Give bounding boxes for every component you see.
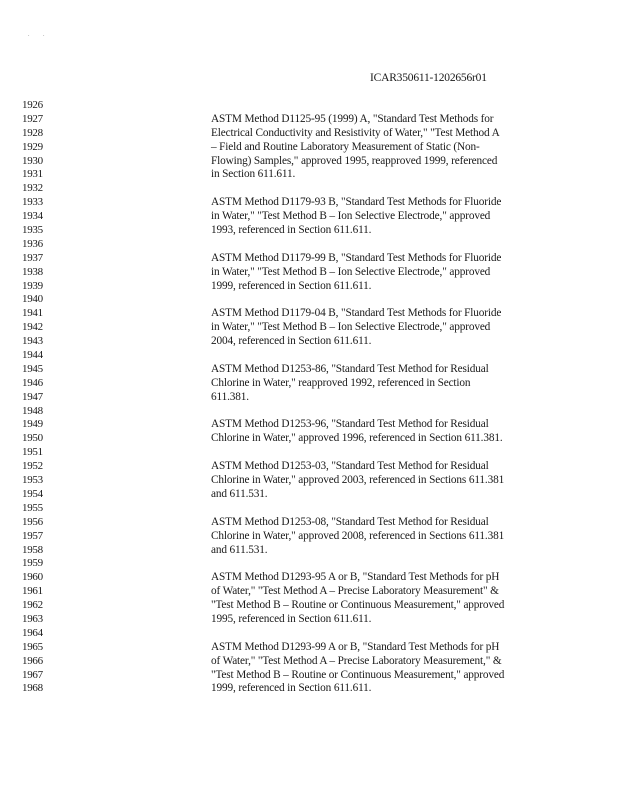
blank-line — [211, 238, 551, 252]
text-line: and 611.531. — [211, 543, 268, 556]
line-number: 1936 — [22, 237, 43, 250]
line-number: 1956 — [22, 515, 43, 528]
text-line: 2004, referenced in Section 611.611. — [211, 335, 372, 348]
text-line: 1999, referenced in Section 611.611. — [211, 682, 372, 695]
line-number: 1964 — [22, 626, 43, 639]
blank-line — [211, 405, 551, 419]
text-line: Chlorine in Water," approved 1996, referenced in Section 611.381. — [211, 432, 503, 445]
text-line: ASTM Method D1293-99 A or B, "Standard Test Methods for pH — [211, 640, 500, 653]
text-line: in Section 611.611. — [211, 168, 296, 181]
text-line: 1993, referenced in Section 611.611. — [211, 224, 372, 237]
text-line: ASTM Method D1125-95 (1999) A, "Standard Test Methods for — [211, 112, 494, 125]
text-line: Chlorine in Water," approved 2008, referenced in Sections 611.381 — [211, 529, 505, 542]
line-number: 1962 — [22, 599, 43, 612]
line-number: 1959 — [22, 557, 43, 570]
text-line: – Field and Routine Laboratory Measurement of Static (Non- — [211, 140, 480, 153]
line-number: 1948 — [22, 404, 43, 417]
line-number: 1961 — [22, 585, 43, 598]
line-number: 1950 — [22, 432, 43, 445]
blank-line — [211, 446, 551, 460]
line-number: 1963 — [22, 612, 43, 625]
document-header-code: ICAR350611-1202656r01 — [370, 72, 487, 84]
line-number: 1944 — [22, 349, 43, 362]
line-number: 1967 — [22, 668, 43, 681]
text-line: of Water," "Test Method A – Precise Laboratory Measurement" & — [211, 585, 499, 598]
text-line: ASTM Method D1179-04 B, "Standard Test Methods for Fluoride — [211, 307, 502, 320]
text-line: "Test Method B – Routine or Continuous Measurement," approved — [211, 599, 505, 612]
line-number: 1957 — [22, 529, 43, 542]
blank-line — [211, 99, 551, 113]
line-number: 1932 — [22, 182, 43, 195]
line-number: 1930 — [22, 154, 43, 167]
line-number: 1928 — [22, 126, 43, 139]
text-line: ASTM Method D1253-03, "Standard Test Method for Residual — [211, 460, 489, 473]
text-line: "Test Method B – Routine or Continuous Measurement," approved — [211, 668, 505, 681]
text-line: in Water," "Test Method B – Ion Selective Electrode," approved — [211, 321, 491, 334]
line-number: 1927 — [22, 112, 43, 125]
blank-line — [211, 293, 551, 307]
blank-line — [211, 627, 551, 641]
text-line: Flowing) Samples," approved 1995, reapproved 1999, referenced — [211, 154, 498, 167]
text-line: 611.381. — [211, 390, 249, 403]
line-number: 1929 — [22, 140, 43, 153]
line-number: 1945 — [22, 362, 43, 375]
text-line: Chlorine in Water," reapproved 1992, referenced in Section — [211, 376, 471, 389]
text-line: ASTM Method D1253-08, "Standard Test Method for Residual — [211, 515, 489, 528]
text-line: Chlorine in Water," approved 2003, referenced in Sections 611.381 — [211, 474, 505, 487]
line-number: 1966 — [22, 654, 43, 667]
blank-line — [211, 182, 551, 196]
text-line: of Water," "Test Method A – Precise Laboratory Measurement," & — [211, 654, 502, 667]
line-number: 1943 — [22, 335, 43, 348]
corner-marks: . . — [28, 32, 51, 38]
text-line: ASTM Method D1293-95 A or B, "Standard Test Methods for pH — [211, 571, 500, 584]
line-number: 1951 — [22, 446, 43, 459]
blank-line — [211, 349, 551, 363]
line-number: 1941 — [22, 307, 43, 320]
text-line: in Water," "Test Method B – Ion Selective Electrode," approved — [211, 265, 491, 278]
line-number: 1933 — [22, 196, 43, 209]
line-number: 1935 — [22, 224, 43, 237]
blank-line — [211, 557, 551, 571]
text-line: in Water," "Test Method B – Ion Selective Electrode," approved — [211, 210, 491, 223]
line-number: 1954 — [22, 487, 43, 500]
line-number: 1949 — [22, 418, 43, 431]
line-number: 1931 — [22, 168, 43, 181]
line-number: 1952 — [22, 460, 43, 473]
line-number: 1937 — [22, 251, 43, 264]
text-line: 1999, referenced in Section 611.611. — [211, 279, 372, 292]
line-number: 1939 — [22, 279, 43, 292]
line-number-column — [22, 99, 62, 696]
line-number: 1934 — [22, 210, 43, 223]
line-number: 1938 — [22, 265, 43, 278]
line-number: 1953 — [22, 474, 43, 487]
text-line: ASTM Method D1179-99 B, "Standard Test Methods for Fluoride — [211, 251, 502, 264]
text-line: ASTM Method D1253-86, "Standard Test Method for Residual — [211, 362, 489, 375]
line-number: 1958 — [22, 543, 43, 556]
text-line: and 611.531. — [211, 487, 268, 500]
text-line: ASTM Method D1253-96, "Standard Test Method for Residual — [211, 418, 489, 431]
line-number: 1942 — [22, 321, 43, 334]
text-line: 1995, referenced in Section 611.611. — [211, 612, 372, 625]
line-number: 1947 — [22, 390, 43, 403]
line-number: 1926 — [22, 99, 43, 111]
text-line: Electrical Conductivity and Resistivity of Water," "Test Method A — [211, 126, 500, 139]
line-number: 1955 — [22, 501, 43, 514]
document-body — [211, 99, 551, 696]
line-number: 1946 — [22, 376, 43, 389]
line-number: 1960 — [22, 571, 43, 584]
line-number: 1968 — [22, 682, 43, 695]
line-number: 1940 — [22, 293, 43, 306]
line-number: 1965 — [22, 640, 43, 653]
text-line: ASTM Method D1179-93 B, "Standard Test Methods for Fluoride — [211, 196, 502, 209]
blank-line — [211, 502, 551, 516]
